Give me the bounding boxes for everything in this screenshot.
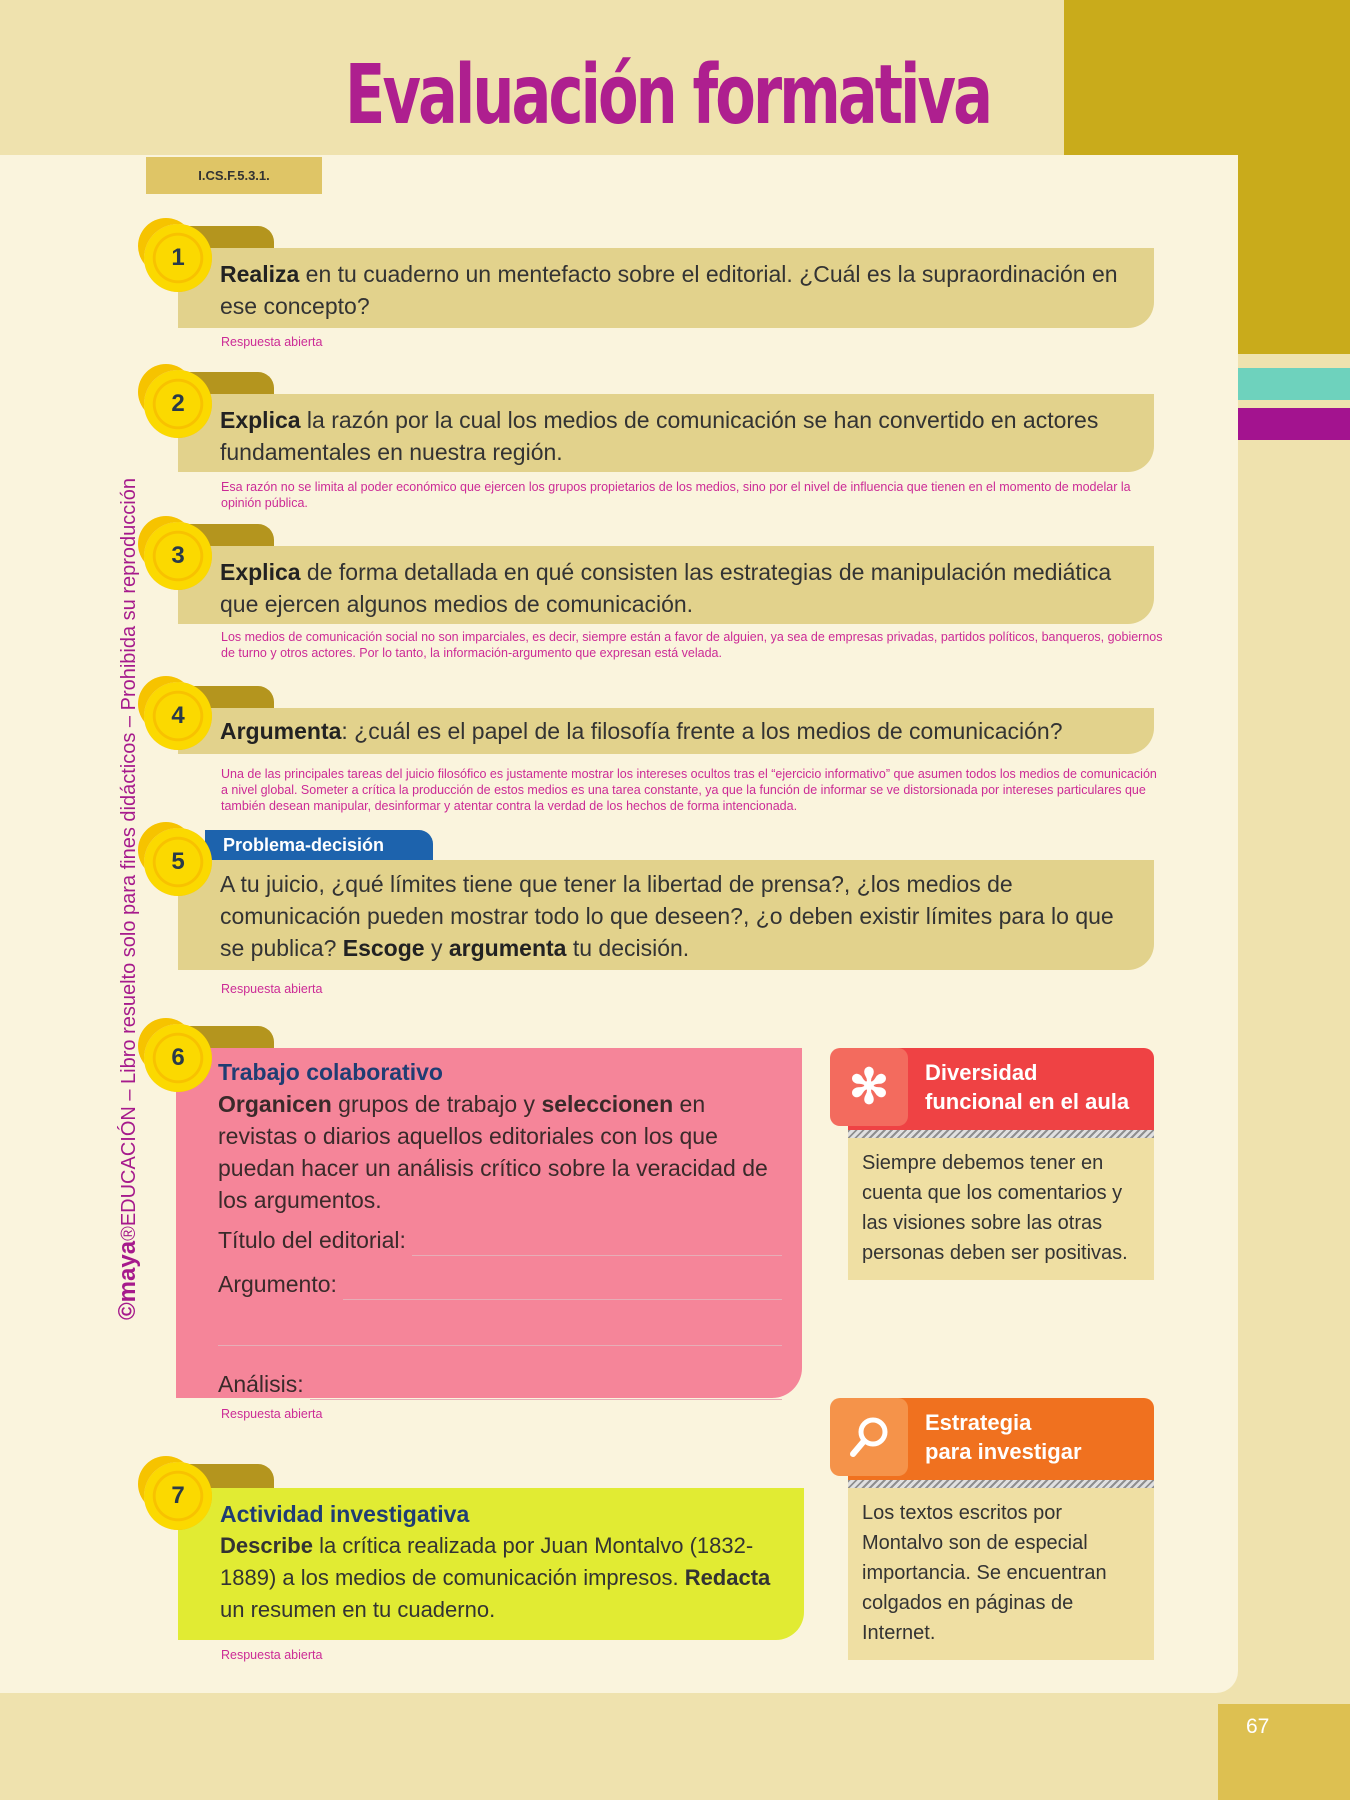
question-1-box: [178, 248, 1154, 328]
q6-verb-organize: Organicen: [218, 1091, 332, 1117]
research-strategy-title-2: para investigar: [925, 1439, 1082, 1464]
question-1-number: 1: [171, 244, 185, 271]
asterisk-icon: ✻: [830, 1048, 908, 1126]
question-6-answer: Respuesta abierta: [221, 1407, 323, 1421]
magnifier-icon: [830, 1398, 908, 1476]
argument-label: Argumento:: [218, 1271, 337, 1297]
question-5-end: tu decisión.: [566, 935, 690, 961]
question-2-text: la razón por la cual los medios de comunicación se han convertido en actores fundamentales en nuestra región.: [220, 407, 1099, 465]
argument-extra-field[interactable]: [218, 1312, 782, 1346]
question-4-text: : ¿cuál es el papel de la filosofía frente a los medios de comunicación?: [341, 718, 1063, 744]
question-7-number: 7: [171, 1482, 185, 1509]
editorial-title-field[interactable]: [218, 1224, 782, 1256]
q7-text-2: un resumen en tu cuaderno.: [220, 1597, 496, 1622]
question-6-number: 6: [171, 1044, 185, 1071]
question-4-box: [178, 708, 1154, 754]
argument-line[interactable]: [343, 1275, 782, 1300]
question-3-text: de forma detallada en qué consisten las estrategias de manipulación mediática que ejercen algunos medios de comunicación.: [220, 559, 1112, 617]
page-title: Evaluación formativa: [345, 48, 991, 143]
research-strategy-title-1: Estrategia: [925, 1410, 1032, 1435]
question-2-box: [178, 394, 1154, 472]
question-3-verb: Explica: [220, 559, 301, 585]
question-5-verb-choose: Escoge: [342, 935, 425, 961]
q6-verb-select: seleccionen: [541, 1091, 674, 1117]
q6-text: en revistas o diarios aquellos editoriales con los que puedan hacer un análisis crítico sobre la veracidad de los argumentos.: [218, 1091, 768, 1213]
functional-diversity-card: [848, 1048, 1154, 1280]
skill-code-tag: I.CS.F.5.3.1.: [146, 157, 322, 194]
hatch-divider: [848, 1480, 1154, 1488]
question-5-number: 5: [171, 848, 185, 875]
question-5-verb-argue: argumenta: [448, 935, 567, 961]
argument-extra-line[interactable]: [218, 1321, 782, 1346]
analysis-line[interactable]: [310, 1375, 782, 1400]
research-strategy-header: [848, 1398, 1154, 1480]
editorial-title-label: Título del editorial:: [218, 1227, 406, 1253]
question-5-text: A tu juicio, ¿qué límites tiene que tener la libertad de prensa?, ¿los medios de comunicación pueden mostrar todo lo que deseen?, ¿o deben existir límites para lo que se publica?: [220, 871, 1114, 961]
side-copyright: [114, 478, 142, 1320]
functional-diversity-title-2: funcional en el aula: [925, 1089, 1130, 1114]
magenta-stripe: [1238, 408, 1350, 440]
number-badge: [144, 370, 212, 438]
question-4-number: 4: [171, 702, 185, 729]
q7-verb-write: Redacta: [684, 1565, 771, 1590]
number-badge: [144, 1462, 212, 1530]
collaborative-work-text: [218, 1088, 782, 1216]
question-5-answer: Respuesta abierta: [221, 982, 323, 996]
question-2-verb: Explica: [220, 407, 301, 433]
number-badge: [144, 1024, 212, 1092]
question-4-answer: Una de las principales tareas del juicio filosófico es justamente mostrar los intereses ocultos tras el “ejercicio informativo” que asumen todos los medios de comunicación a nivel global. Someter a crítica la producción de estos medios es una tarea constante, ya que la función de informar se ve distorsionada por intereses particulares que también desean manipular, desinformar y atentar contra la verdad de los hechos de forma intencionada.: [221, 767, 1157, 813]
question-4-verb: Argumenta: [220, 718, 342, 744]
question-3-answer: Los medios de comunicación social no son imparciales, es decir, siempre están a favor de alguien, ya sea de empresas privadas, partidos políticos, banqueros, gobiernos de turno y otros actores. Por lo tanto, la información-argumento que expresan está velada.: [221, 630, 1163, 660]
question-5-connector: y: [424, 935, 449, 961]
investigative-activity-text: [220, 1530, 786, 1626]
question-5-box: [178, 860, 1154, 970]
question-1-text: en tu cuaderno un mentefacto sobre el editorial. ¿Cuál es la supraordinación en ese concepto?: [220, 261, 1118, 319]
analysis-label: Análisis:: [218, 1371, 304, 1397]
editorial-title-line[interactable]: [412, 1231, 782, 1256]
question-1-answer: Respuesta abierta: [221, 335, 323, 349]
argument-field[interactable]: [218, 1268, 782, 1300]
research-strategy-body: Los textos escritos por Montalvo son de especial importancia. Se encuentran colgados en páginas de Internet.: [848, 1488, 1154, 1660]
question-2-answer: Esa razón no se limita al poder económico que ejercen los grupos propietarios de los medios, sino por el nivel de influencia que tienen en el momento de modelar la opinión pública.: [221, 480, 1131, 510]
q6-text-mid: grupos de trabajo y: [331, 1091, 542, 1117]
collaborative-work-heading: Trabajo colaborativo: [218, 1059, 443, 1085]
q7-text-1: la crítica realizada por Juan Montalvo (1832-1889) a los medios de comunicación impresos.: [220, 1533, 754, 1590]
question-7-answer: Respuesta abierta: [221, 1648, 323, 1662]
problem-decision-tab: Problema-decisión: [205, 830, 433, 860]
investigative-activity-heading: Actividad investigativa: [220, 1501, 470, 1527]
functional-diversity-header: [848, 1048, 1154, 1130]
number-badge: [144, 828, 212, 896]
question-3-number: 3: [171, 542, 185, 569]
side-copyright-text: ®EDUCACIÓN – Libro resuelto solo para fines didácticos – Prohibida su reproducción: [118, 478, 140, 1241]
question-3-box: [178, 546, 1154, 624]
number-badge: [144, 522, 212, 590]
question-2-number: 2: [171, 390, 185, 417]
page-number: 67: [1218, 1704, 1350, 1800]
investigative-activity-box: [178, 1488, 804, 1640]
research-strategy-card: [848, 1398, 1154, 1660]
number-badge: [144, 682, 212, 750]
functional-diversity-title-1: Diversidad: [925, 1060, 1038, 1085]
analysis-field[interactable]: [218, 1368, 782, 1400]
number-badge: [144, 224, 212, 292]
functional-diversity-body: Siempre debemos tener en cuenta que los comentarios y las visiones sobre las otras personas deben ser positivas.: [848, 1138, 1154, 1280]
collaborative-work-box: [176, 1048, 802, 1398]
q7-verb-describe: Describe: [220, 1533, 313, 1558]
teal-stripe: [1238, 368, 1350, 400]
hatch-divider: [848, 1130, 1154, 1138]
brand-logo: ©maya: [114, 1240, 141, 1320]
question-1-verb: Realiza: [220, 261, 300, 287]
